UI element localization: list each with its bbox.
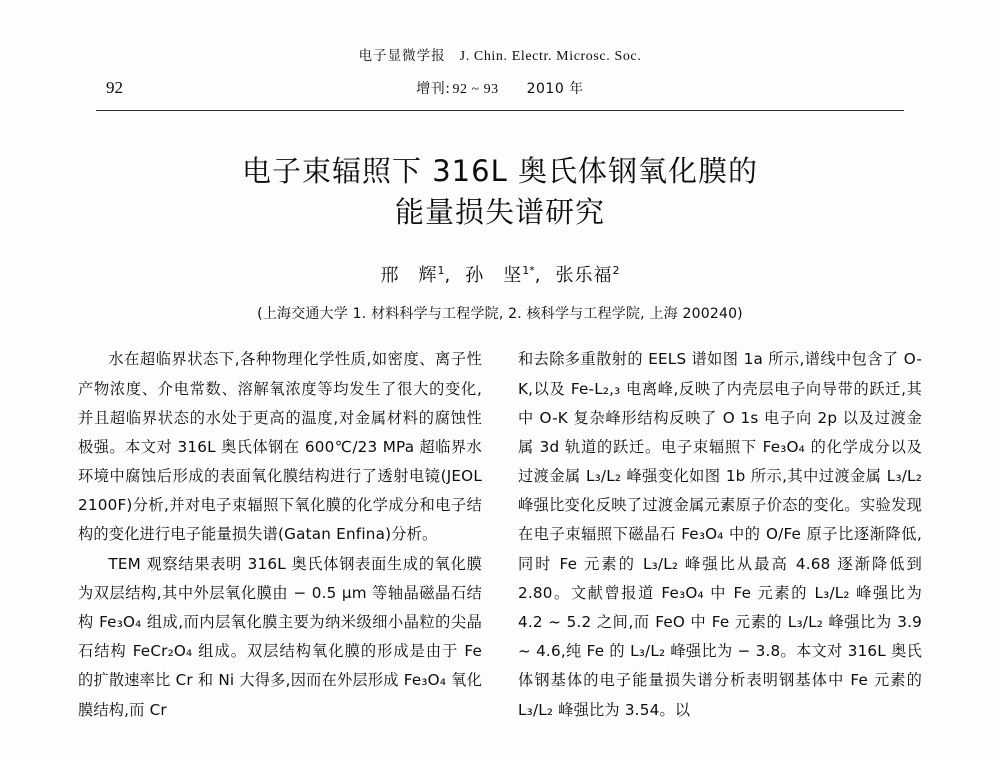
page-number: 92 xyxy=(106,78,123,97)
title-line-2: 能量损失谱研究 xyxy=(394,195,605,230)
journal-name-cn: 电子显微学报 xyxy=(358,48,446,64)
author-3-affil-marker: 2 xyxy=(612,264,620,278)
issue-year: 2010 年 xyxy=(526,81,584,97)
column-left xyxy=(78,345,482,724)
author-sep-2: , xyxy=(534,265,542,287)
issue-label: 增刊: xyxy=(416,81,451,97)
author-2-name: 孙 坚 xyxy=(465,265,523,287)
author-1-name: 邢 辉 xyxy=(380,265,438,287)
author-2-affil-marker: 1* xyxy=(522,264,535,278)
issue-row xyxy=(78,78,922,100)
running-head xyxy=(78,0,922,65)
issue-info xyxy=(78,78,922,98)
column-right xyxy=(518,345,922,724)
paragraph: 水在超临界状态下,各种物理化学性质,如密度、离子性产物浓度、介电常数、溶解氧浓度等均发生了很大的变化,并且超临界状态的水处于更高的温度,对金属材料的腐蚀性极强。本文对 316L 奥氏体钢在 600℃/23 MPa 超临界水环境中腐蚀后形成的表面氧化膜结构进行了透射电镜(JEOL 2100F)分析,并对电子束辐照下氧化膜的化学成分和电子结构的变化进行电子能量损失谱(Gatan Enfina)分析。 xyxy=(78,350,482,544)
author-list xyxy=(78,261,922,287)
title-line-1: 电子束辐照下 316L 奥氏体钢氧化膜的 xyxy=(242,154,758,188)
affiliation: (上海交通大学 1. 材料科学与工程学院, 2. 核科学与工程学院, 上海 200240) xyxy=(257,306,743,323)
page-title xyxy=(78,151,922,233)
author-3-name: 张乐福 xyxy=(555,265,613,287)
author-sep-1: , xyxy=(444,265,452,287)
body-columns xyxy=(78,345,922,724)
header-divider xyxy=(96,110,904,111)
paragraph: 和去除多重散射的 EELS 谱如图 1a 所示,谱线中包含了 O-K,以及 Fe-L₂,₃ 电离峰,反映了内壳层电子向导带的跃迁,其中 O-K 复杂峰形结构反映了 O 1s 电子向 2p 以及过渡金属 3d 轨道的跃迁。电子束辐照下 Fe₃O₄ 的化学成分以及过渡金属 L₃/L₂ 峰强变化如图 1b 所示,其中过渡金属 L₃/L₂ 峰强比变化反映了过渡金属元素原子价态的变化。实验发现在电子束辐照下磁晶石 Fe₃O₄ 中的 O/Fe 原子比逐渐降低,同时 Fe 元素的 L₃/L₂ 峰强比从最高 4.68 逐渐降低到 2.80。文献曾报道 Fe₃O₄ 中 Fe 元素的 L₃/L₂ 峰强比为 4.2 ~ 5.2 之间,而 FeO 中 Fe 元素的 L₃/L₂ 峰强比为 3.9 ~ 4.6,纯 Fe 的 L₃/L₂ 峰强比为 − 3.8。本文对 316L 奥氏体钢基体的电子能量损失谱分析表明钢基体中 Fe 元素的 L₃/L₂ 峰强比为 3.54。以 xyxy=(518,350,922,719)
author-1-affil-marker: 1 xyxy=(437,264,445,278)
journal-name-en: J. Chin. Electr. Microsc. Soc. xyxy=(459,49,642,64)
paragraph: TEM 观察结果表明 316L 奥氏体钢表面生成的氧化膜为双层结构,其中外层氧化膜由 − 0.5 μm 等轴晶磁晶石结构 Fe₃O₄ 组成,而内层氧化膜主要为纳米级细小晶粒的尖晶石结构 FeCr₂O₄ 组成。双层结构氧化膜的形成是由于 Fe 的扩散速率比 Cr 和 Ni 大得多,因而在外层形成 Fe₃O₄ 氧化膜结构,而 Cr xyxy=(78,554,482,719)
issue-pages: 92 ~ 93 xyxy=(452,82,499,97)
